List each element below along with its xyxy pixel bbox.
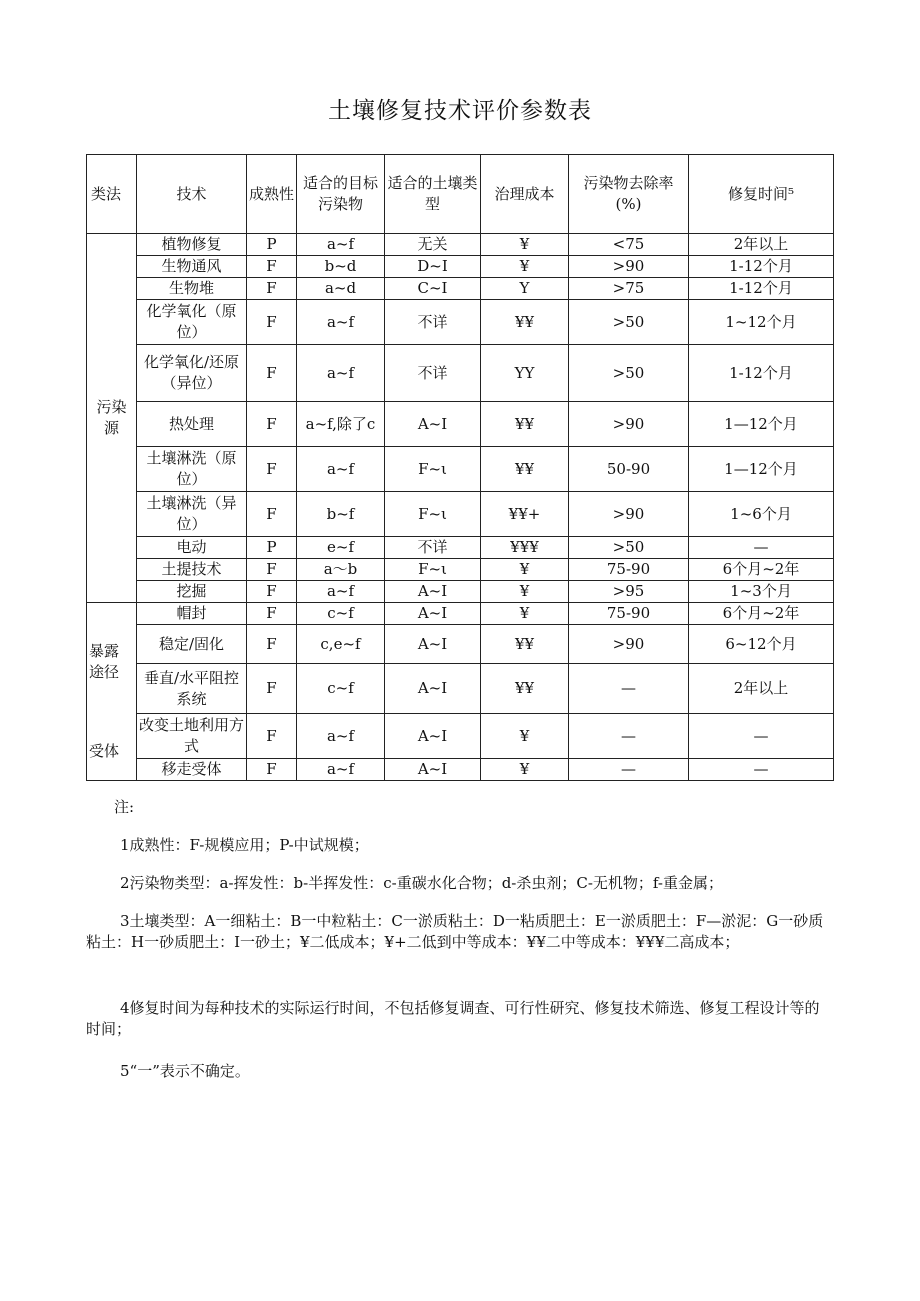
note-3: 3土壤类型：A一细粘土：B一中粒粘土：C一淤质粘土：D一粘质肥土：E一淤质肥土：F—淤泥：G一砂质粘土：H一砂质肥土：I一砂土；¥二低成本；¥+二低到中等成本：¥¥二中等成本：¥¥¥二高成本； [86, 912, 824, 951]
row-target-pollutant: e~f [297, 537, 385, 559]
row-target-pollutant: a~f [297, 447, 385, 492]
row-repair-time: 1~12个月 [689, 300, 834, 345]
row-removal-rate: 50-90 [569, 447, 689, 492]
row-cost: ¥ [481, 234, 569, 256]
row-technology: 土壤淋洗（原位） [137, 447, 247, 492]
row-maturity: F [247, 625, 297, 664]
row-soil-type: 不详 [385, 300, 481, 345]
note-2: 2污染物类型：a-挥发性：b-半挥发性：c-重碳水化合物；d-杀虫剂；C-无机物；f-重金属； [120, 874, 723, 892]
table-row [87, 492, 834, 537]
row-repair-time: — [689, 714, 834, 759]
row-maturity: F [247, 759, 297, 781]
row-maturity: F [247, 256, 297, 278]
row-removal-rate: >50 [569, 300, 689, 345]
header-technology: 技术 [137, 155, 247, 234]
group-source: 污染源 [87, 234, 137, 603]
row-soil-type: A~I [385, 714, 481, 759]
row-technology: 稳定/固化 [137, 625, 247, 664]
table-row [87, 256, 834, 278]
row-cost: ¥ [481, 603, 569, 625]
table-row [87, 537, 834, 559]
page-title: 土壤修复技术评价参数表 [328, 98, 592, 124]
group-receptor: 受体 [89, 742, 120, 760]
row-removal-rate: >95 [569, 581, 689, 603]
row-removal-rate: — [569, 714, 689, 759]
row-removal-rate: >90 [569, 492, 689, 537]
row-soil-type: A~I [385, 759, 481, 781]
group-exposure-receptor [87, 603, 137, 781]
row-target-pollutant: a~f [297, 714, 385, 759]
row-technology: 改变土地利用方式 [137, 714, 247, 759]
row-cost: ¥¥¥ [481, 537, 569, 559]
table-row [87, 345, 834, 402]
row-maturity: F [247, 559, 297, 581]
row-repair-time: 1-12个月 [689, 278, 834, 300]
row-soil-type: D~I [385, 256, 481, 278]
table-row [87, 447, 834, 492]
table-row [87, 759, 834, 781]
remediation-table [86, 154, 834, 781]
group-exposure: 暴露途径 [89, 642, 120, 681]
row-target-pollutant: b~d [297, 256, 385, 278]
table-row [87, 402, 834, 447]
row-target-pollutant: a～b [297, 559, 385, 581]
row-soil-type: C~I [385, 278, 481, 300]
row-soil-type: 无关 [385, 234, 481, 256]
row-cost: ¥¥ [481, 300, 569, 345]
row-technology: 植物修复 [137, 234, 247, 256]
row-target-pollutant: a~f [297, 759, 385, 781]
row-target-pollutant: a~f [297, 345, 385, 402]
notes-label: 注: [114, 798, 135, 816]
table-row [87, 664, 834, 714]
row-repair-time: — [689, 759, 834, 781]
table-row [87, 581, 834, 603]
row-maturity: F [247, 492, 297, 537]
header-cost: 治理成本 [481, 155, 569, 234]
note-1: 1成熟性：F-规模应用；P-中试规模； [120, 836, 369, 854]
row-cost: ¥ [481, 714, 569, 759]
row-technology: 生物通风 [137, 256, 247, 278]
row-maturity: F [247, 581, 297, 603]
row-repair-time: 1—12个月 [689, 447, 834, 492]
row-repair-time: 2年以上 [689, 664, 834, 714]
row-soil-type: F~ι [385, 492, 481, 537]
row-repair-time: 1~3个月 [689, 581, 834, 603]
row-target-pollutant: b~f [297, 492, 385, 537]
row-technology: 土壤淋洗（异位） [137, 492, 247, 537]
row-maturity: F [247, 278, 297, 300]
row-soil-type: F~ι [385, 559, 481, 581]
row-target-pollutant: a~f,除了c [297, 402, 385, 447]
row-repair-time: 6~12个月 [689, 625, 834, 664]
row-maturity: F [247, 447, 297, 492]
row-cost: ¥¥ [481, 664, 569, 714]
row-technology: 帽封 [137, 603, 247, 625]
row-cost: ¥¥ [481, 447, 569, 492]
row-repair-time: 6个月~2年 [689, 603, 834, 625]
table-row [87, 625, 834, 664]
row-removal-rate: >90 [569, 625, 689, 664]
header-removal-rate: 污染物去除率(%) [569, 155, 689, 234]
row-soil-type: A~I [385, 402, 481, 447]
row-technology: 垂直/水平阻控系统 [137, 664, 247, 714]
row-removal-rate: — [569, 759, 689, 781]
table-row [87, 300, 834, 345]
row-cost: ¥¥ [481, 625, 569, 664]
row-soil-type: A~I [385, 664, 481, 714]
row-maturity: F [247, 714, 297, 759]
row-maturity: F [247, 603, 297, 625]
row-removal-rate: >90 [569, 402, 689, 447]
row-technology: 化学氧化/还原（异位） [137, 345, 247, 402]
row-soil-type: A~I [385, 603, 481, 625]
row-technology: 移走受体 [137, 759, 247, 781]
row-soil-type: A~I [385, 625, 481, 664]
row-repair-time: 1-12个月 [689, 345, 834, 402]
row-technology: 生物堆 [137, 278, 247, 300]
row-technology: 电动 [137, 537, 247, 559]
row-soil-type: 不详 [385, 537, 481, 559]
row-soil-type: A~I [385, 581, 481, 603]
row-target-pollutant: c~f [297, 664, 385, 714]
row-target-pollutant: a~f [297, 300, 385, 345]
header-category: 类法 [87, 155, 137, 234]
row-technology: 挖掘 [137, 581, 247, 603]
table-row [87, 603, 834, 625]
row-removal-rate: 75-90 [569, 559, 689, 581]
row-maturity: F [247, 345, 297, 402]
row-technology: 土提技术 [137, 559, 247, 581]
table-header-row [87, 155, 834, 234]
row-cost: YY [481, 345, 569, 402]
row-soil-type: F~ι [385, 447, 481, 492]
row-removal-rate: >90 [569, 256, 689, 278]
row-repair-time: 1—12个月 [689, 402, 834, 447]
row-removal-rate: — [569, 664, 689, 714]
row-cost: ¥ [481, 581, 569, 603]
row-target-pollutant: a~f [297, 581, 385, 603]
note-5: 5“一”表示不确定。 [120, 1062, 250, 1080]
row-maturity: F [247, 664, 297, 714]
row-removal-rate: >75 [569, 278, 689, 300]
table-row [87, 559, 834, 581]
row-cost: ¥ [481, 759, 569, 781]
row-maturity: F [247, 300, 297, 345]
row-removal-rate: <75 [569, 234, 689, 256]
note-4: 4修复时间为每种技术的实际运行时间，不包括修复调查、可行性研究、修复技术筛选、修复工程设计等的时间； [86, 999, 820, 1038]
row-removal-rate: 75-90 [569, 603, 689, 625]
row-cost: ¥¥ [481, 402, 569, 447]
row-technology: 热处理 [137, 402, 247, 447]
table-row [87, 234, 834, 256]
header-repair-time: 修复时间⁵ [689, 155, 834, 234]
row-maturity: F [247, 402, 297, 447]
row-maturity: P [247, 234, 297, 256]
row-target-pollutant: a~f [297, 234, 385, 256]
row-soil-type: 不详 [385, 345, 481, 402]
row-target-pollutant: c,e~f [297, 625, 385, 664]
table-row [87, 278, 834, 300]
row-target-pollutant: c~f [297, 603, 385, 625]
row-cost: ¥ [481, 559, 569, 581]
row-cost: Y [481, 278, 569, 300]
row-repair-time: 2年以上 [689, 234, 834, 256]
header-target-pollutant: 适合的目标污染物 [297, 155, 385, 234]
row-technology: 化学氧化（原位） [137, 300, 247, 345]
row-cost: ¥¥+ [481, 492, 569, 537]
row-target-pollutant: a~d [297, 278, 385, 300]
row-maturity: P [247, 537, 297, 559]
row-removal-rate: >50 [569, 537, 689, 559]
row-removal-rate: >50 [569, 345, 689, 402]
header-soil-type: 适合的土壤类型 [385, 155, 481, 234]
header-maturity: 成熟性 [247, 155, 297, 234]
row-repair-time: 1-12个月 [689, 256, 834, 278]
row-cost: ¥ [481, 256, 569, 278]
row-repair-time: 6个月~2年 [689, 559, 834, 581]
table-row [87, 714, 834, 759]
row-repair-time: 1~6个月 [689, 492, 834, 537]
row-repair-time: — [689, 537, 834, 559]
